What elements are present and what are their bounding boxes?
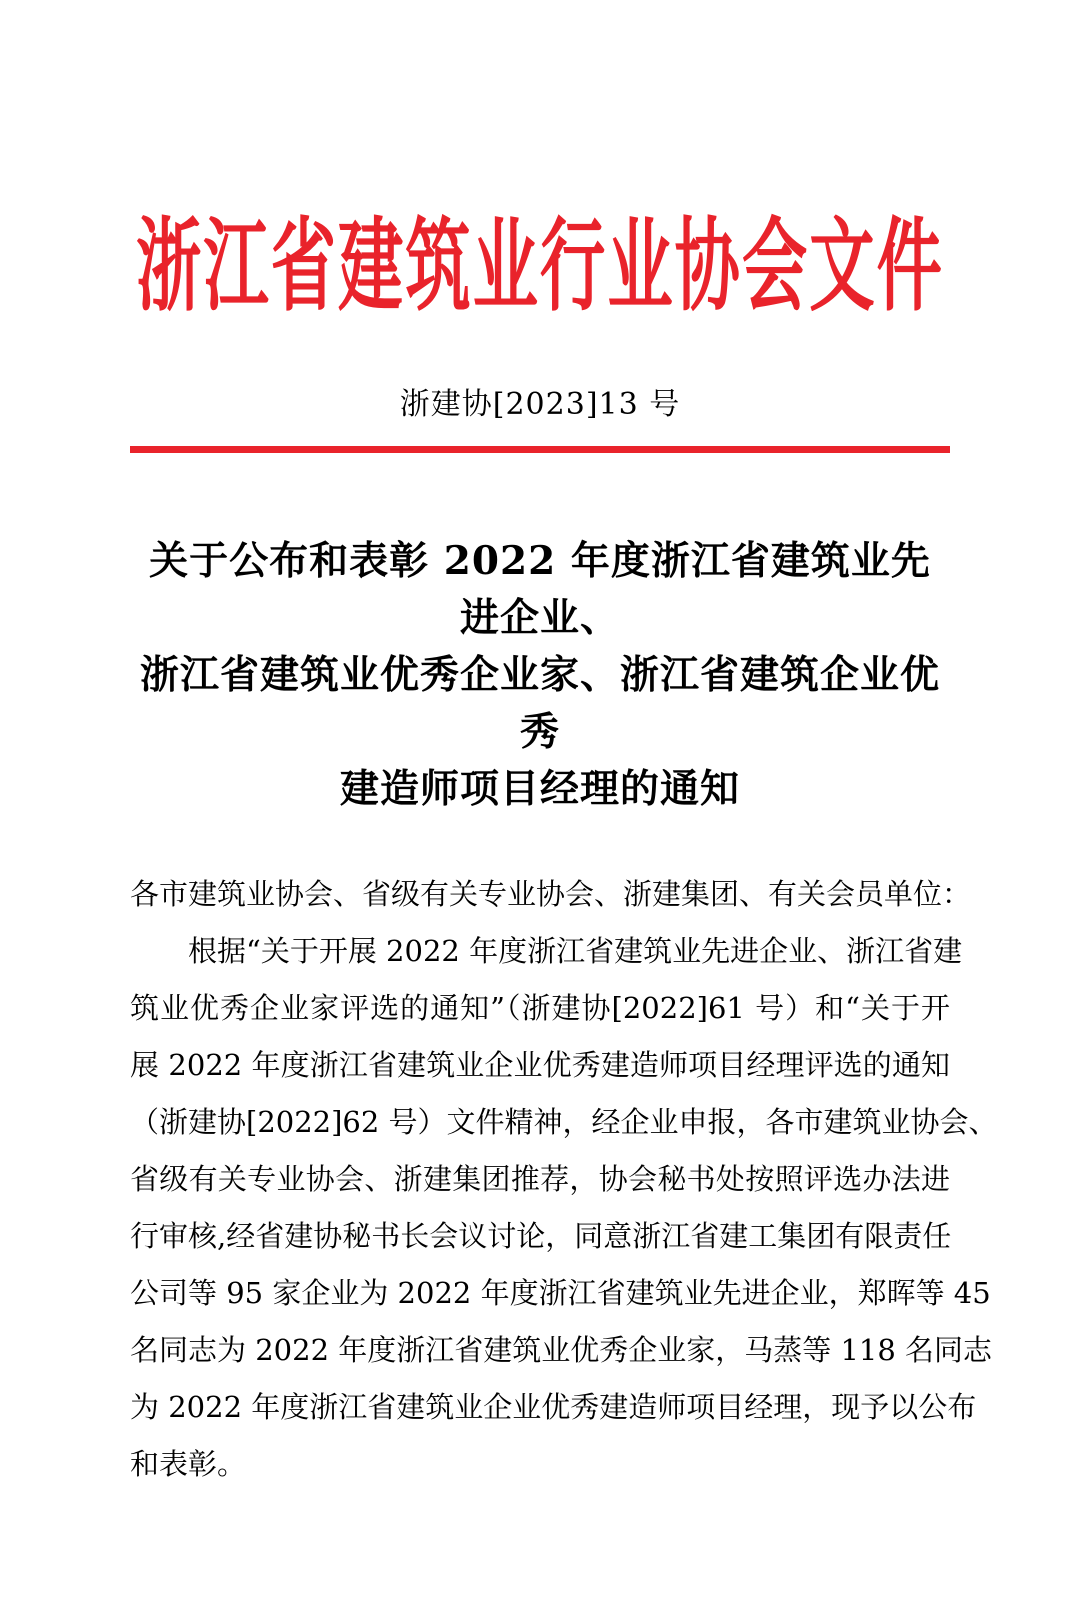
letterhead (130, 207, 950, 327)
notice-title (130, 533, 950, 818)
red-divider-line (130, 446, 950, 453)
letterhead-title: 浙江省建筑业行业协会文件 (136, 207, 944, 327)
body-text-line: 和表彰。 (130, 1447, 247, 1481)
body-text-line: 筑业优秀企业家评选的通知”（浙建协[2022]61 号）和“关于开 (130, 991, 950, 1025)
body-text-line: 展 2022 年度浙江省建筑业企业优秀建造师项目经理评选的通知 (130, 1048, 950, 1082)
body-text-line: 为 2022 年度浙江省建筑业企业优秀建造师项目经理，现予以公布 (130, 1390, 977, 1424)
notice-title-line-1: 关于公布和表彰 2022 年度浙江省建筑业先进企业、 (149, 538, 931, 641)
body-text-line: 行审核,经省建协秘书长会议讨论，同意浙江省建工集团有限责任 (130, 1219, 952, 1253)
notice-title-line-3: 建造师项目经理的通知 (339, 766, 740, 812)
notice-title-line-2: 浙江省建筑业优秀企业家、浙江省建筑企业优秀 (139, 652, 940, 755)
body-text-line: （浙建协[2022]62 号）文件精神，经企业申报，各市建筑业协会、 (130, 1105, 998, 1139)
doc-number: 浙建协[2023]13 号 (399, 387, 681, 422)
body-text-line: 公司等 95 家企业为 2022 年度浙江省建筑业先进企业，郑晖等 45 (130, 1276, 991, 1310)
document-page (0, 207, 1080, 1617)
body-text-line: 省级有关专业协会、浙建集团推荐，协会秘书处按照评选办法进 (130, 1162, 950, 1196)
salutation-line: 各市建筑业协会、省级有关专业协会、浙建集团、有关会员单位： (130, 877, 972, 911)
body-text-line: 根据“关于开展 2022 年度浙江省建筑业先进企业、浙江省建 (188, 934, 963, 968)
body-text-line: 名同志为 2022 年度浙江省建筑业优秀企业家，马蒸等 118 名同志 (130, 1333, 993, 1367)
notice-body (130, 866, 998, 1493)
